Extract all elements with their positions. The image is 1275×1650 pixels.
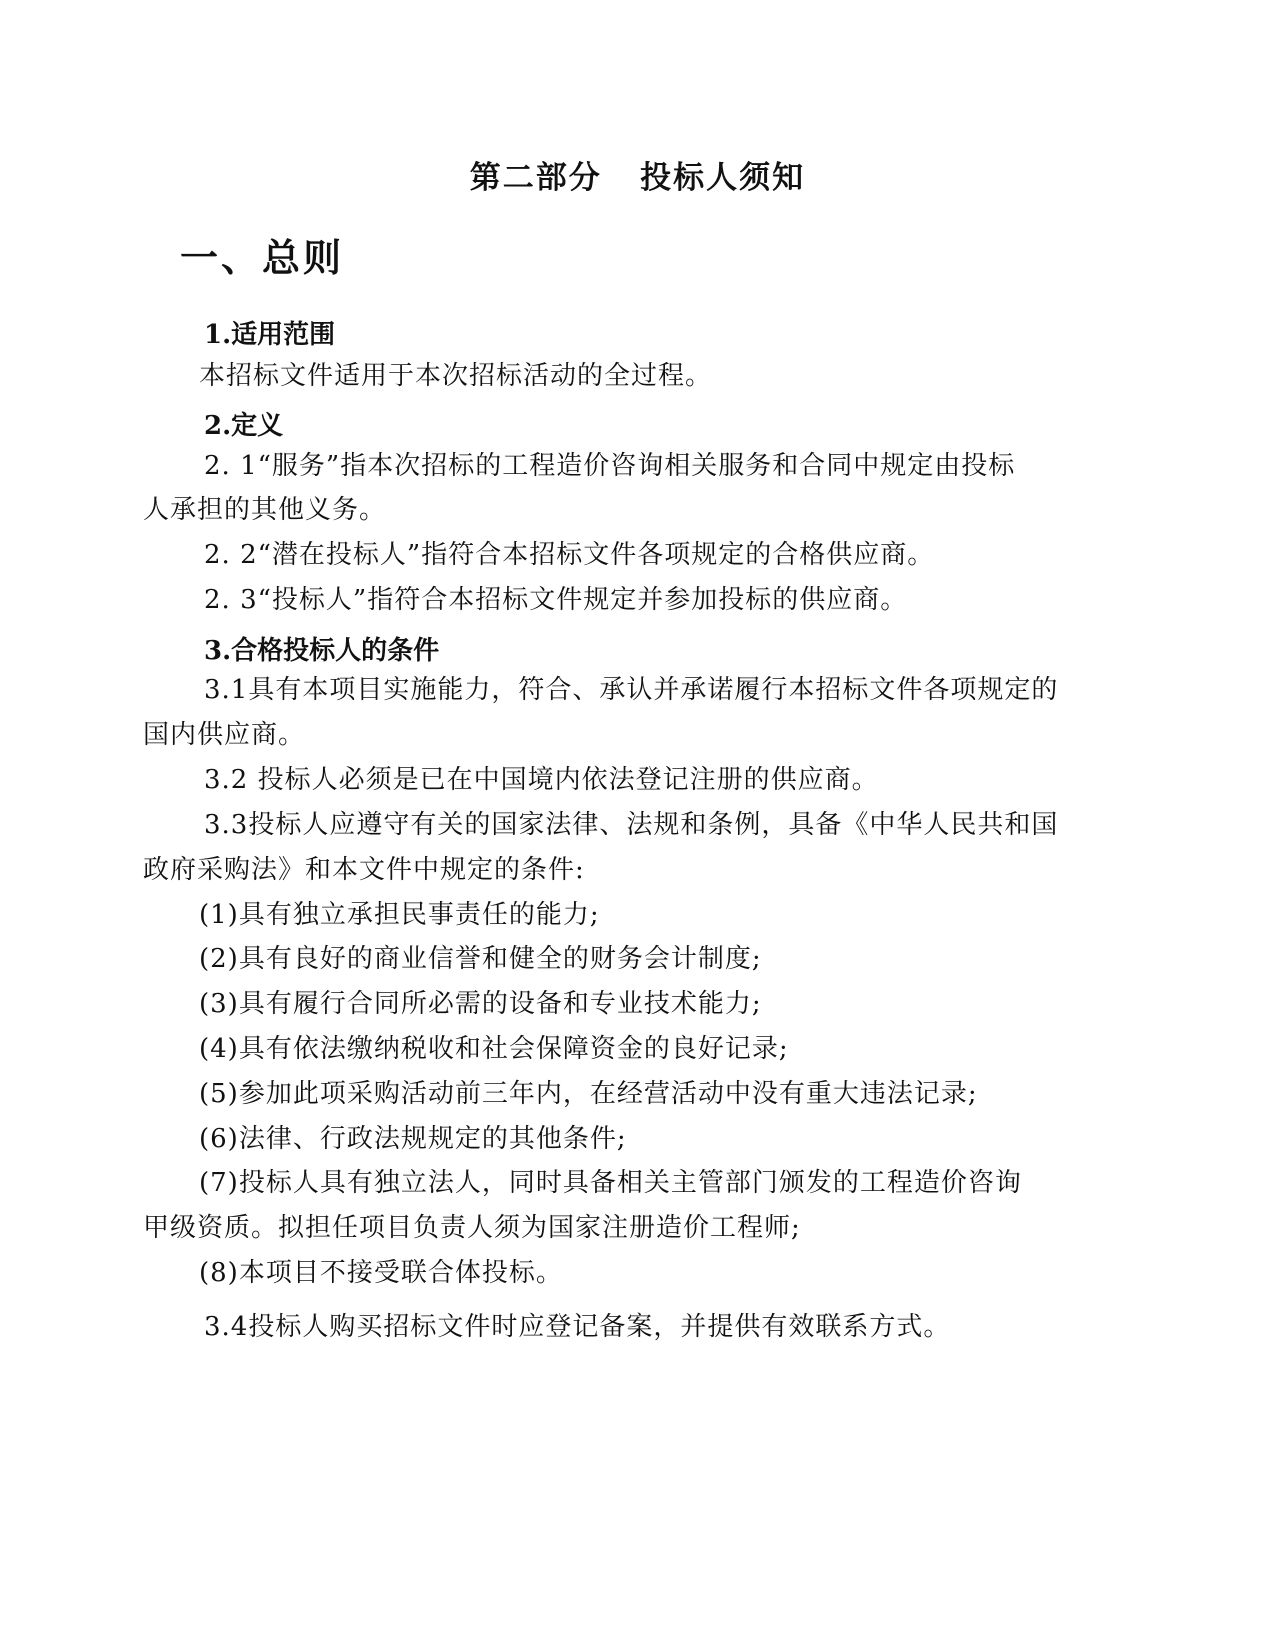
definition-2-1-line1: 2. 1“服务”指本次招标的工程造价咨询相关服务和合同中规定由投标 xyxy=(204,451,1016,481)
condition-8: (8)本项目不接受联合体投标。 xyxy=(199,1258,563,1288)
clause-3-4: 3.4投标人购买招标文件时应登记备案，并提供有效联系方式。 xyxy=(204,1312,951,1342)
clause-3-3-line2: 政府采购法》和本文件中规定的条件: xyxy=(143,855,585,885)
section-3-heading: 3.合格投标人的条件 xyxy=(204,636,440,666)
clause-3-3-line1: 3.3投标人应遵守有关的国家法律、法规和条例，具备《中华人民共和国 xyxy=(204,810,1059,840)
clause-3-1-line2: 国内供应商。 xyxy=(143,720,306,750)
clause-3-1-line1: 3.1具有本项目实施能力，符合、承认并承诺履行本招标文件各项规定的 xyxy=(204,675,1059,705)
definition-2-1-line2: 人承担的其他义务。 xyxy=(143,495,387,525)
definition-2-2: 2. 2“潜在投标人”指符合本招标文件各项规定的合格供应商。 xyxy=(204,540,935,570)
condition-6: (6)法律、行政法规规定的其他条件; xyxy=(199,1124,627,1154)
condition-4: (4)具有依法缴纳税收和社会保障资金的良好记录; xyxy=(199,1034,789,1064)
part-title: 第二部分 投标人须知 xyxy=(469,160,806,196)
section-2-heading: 2.定义 xyxy=(204,411,284,441)
section-1-heading: 1.适用范围 xyxy=(204,320,336,350)
condition-1: (1)具有独立承担民事责任的能力; xyxy=(199,900,600,930)
condition-7-line2: 甲级资质。拟担任项目负责人须为国家注册造价工程师; xyxy=(143,1213,801,1243)
section-1-body: 本招标文件适用于本次招标活动的全过程。 xyxy=(199,361,713,391)
condition-7-line1: (7)投标人具有独立法人，同时具备相关主管部门颁发的工程造价咨询 xyxy=(199,1168,1022,1198)
clause-3-2: 3.2 投标人必须是已在中国境内依法登记注册的供应商。 xyxy=(204,765,879,795)
definition-2-3: 2. 3“投标人”指符合本招标文件规定并参加投标的供应商。 xyxy=(204,585,908,615)
condition-5: (5)参加此项采购活动前三年内，在经营活动中没有重大违法记录; xyxy=(199,1079,978,1109)
chapter-title: 一、总则 xyxy=(180,236,345,280)
condition-2: (2)具有良好的商业信誉和健全的财务会计制度; xyxy=(199,944,762,974)
condition-3: (3)具有履行合同所必需的设备和专业技术能力; xyxy=(199,989,762,1019)
